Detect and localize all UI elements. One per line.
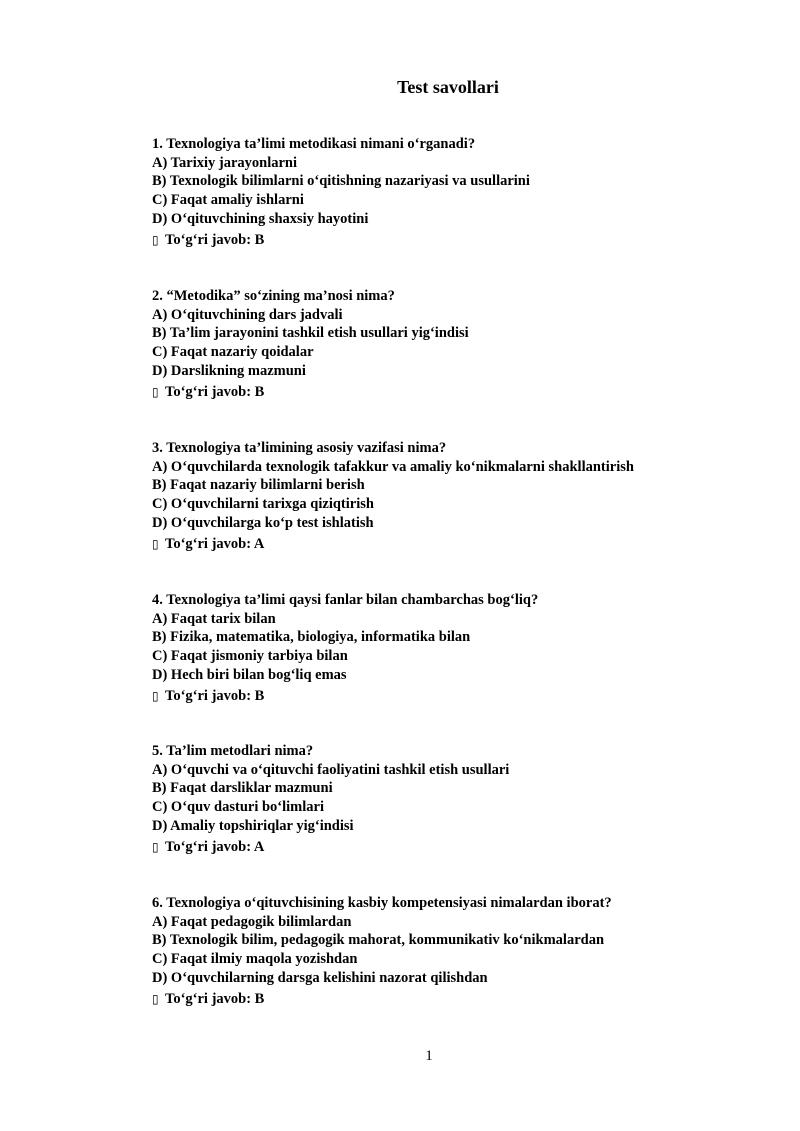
option-c: C) Faqat ilmiy maqola yozishdan [152, 951, 358, 968]
option-b: B) Texnologik bilimlarni o‘qitishning nazariyasi va usullarini [152, 173, 530, 190]
document-title: Test savollari [397, 77, 499, 97]
option-b: B) Fizika, matematika, biologiya, informatika bilan [152, 629, 471, 646]
question-text: 5. Ta’lim metodlari nima? [152, 743, 314, 759]
option-d: D) O‘qituvchining shaxsiy hayotini [152, 210, 369, 227]
check-icon: ▯ [152, 992, 159, 1007]
check-icon: ▯ [152, 233, 159, 248]
question-text: 2. “Metodika” so‘zining ma’nosi nima? [152, 288, 395, 304]
correct-answer-text: To‘g‘ri javob: B [165, 991, 265, 1008]
correct-answer-text: To‘g‘ri javob: A [165, 839, 265, 856]
correct-answer-text: To‘g‘ri javob: A [165, 536, 265, 553]
correct-answer [152, 838, 752, 856]
option-d: D) Darslikning mazmuni [152, 362, 306, 379]
question-block [152, 287, 752, 401]
correct-answer [152, 231, 752, 249]
check-icon: ▯ [152, 840, 159, 855]
correct-answer [152, 383, 752, 401]
option-c: C) O‘quvchilarni tarixga qiziqtirish [152, 496, 374, 513]
option-d: D) O‘quvchilarga ko‘p test ishlatish [152, 514, 374, 531]
correct-answer [152, 990, 752, 1008]
question-block [152, 894, 752, 1008]
question-block [152, 439, 752, 553]
question-text: 1. Texnologiya ta’limi metodikasi nimani o‘rganadi? [152, 136, 476, 152]
question-block [152, 135, 752, 249]
option-c: C) Faqat amaliy ishlarni [152, 192, 304, 209]
question-block [152, 742, 752, 856]
option-d: D) Hech biri bilan bog‘liq emas [152, 666, 347, 683]
check-icon: ▯ [152, 689, 159, 704]
option-c: C) Faqat jismoniy tarbiya bilan [152, 648, 348, 665]
question-text: 4. Texnologiya ta’limi qaysi fanlar bilan chambarchas bog‘liq? [152, 592, 539, 608]
option-a: A) O‘qituvchining dars jadvali [152, 306, 343, 323]
option-b: B) Faqat darsliklar mazmuni [152, 780, 333, 797]
check-icon: ▯ [152, 537, 159, 552]
option-a: A) O‘quvchi va o‘qituvchi faoliyatini tashkil etish usullari [152, 761, 510, 778]
option-b: B) Ta’lim jarayonini tashkil etish usullari yig‘indisi [152, 325, 469, 342]
option-a: A) O‘quvchilarda texnologik tafakkur va amaliy ko‘nikmalarni shakllantirish [152, 458, 634, 475]
question-text: 6. Texnologiya o‘qituvchisining kasbiy kompetensiyasi nimalardan iborat? [152, 895, 612, 911]
option-a: A) Faqat tarix bilan [152, 610, 276, 627]
option-b: B) Texnologik bilim, pedagogik mahorat, kommunikativ ko‘nikmalardan [152, 932, 605, 949]
correct-answer-text: To‘g‘ri javob: B [165, 384, 265, 401]
option-a: A) Tarixiy jarayonlarni [152, 154, 298, 171]
option-b: B) Faqat nazariy bilimlarni berish [152, 477, 365, 494]
question-text: 3. Texnologiya ta’limining asosiy vazifasi nima? [152, 440, 447, 456]
question-block [152, 591, 752, 705]
option-d: D) O‘quvchilarning darsga kelishini nazorat qilishdan [152, 969, 488, 986]
option-c: C) Faqat nazariy qoidalar [152, 344, 314, 361]
page-number: 1 [425, 1048, 433, 1064]
option-a: A) Faqat pedagogik bilimlardan [152, 913, 352, 930]
correct-answer [152, 535, 752, 553]
check-icon: ▯ [152, 385, 159, 400]
correct-answer-text: To‘g‘ri javob: B [165, 232, 265, 249]
correct-answer-text: To‘g‘ri javob: B [165, 688, 265, 705]
option-d: D) Amaliy topshiriqlar yig‘indisi [152, 817, 354, 834]
correct-answer [152, 687, 752, 705]
option-c: C) O‘quv dasturi bo‘limlari [152, 799, 324, 816]
